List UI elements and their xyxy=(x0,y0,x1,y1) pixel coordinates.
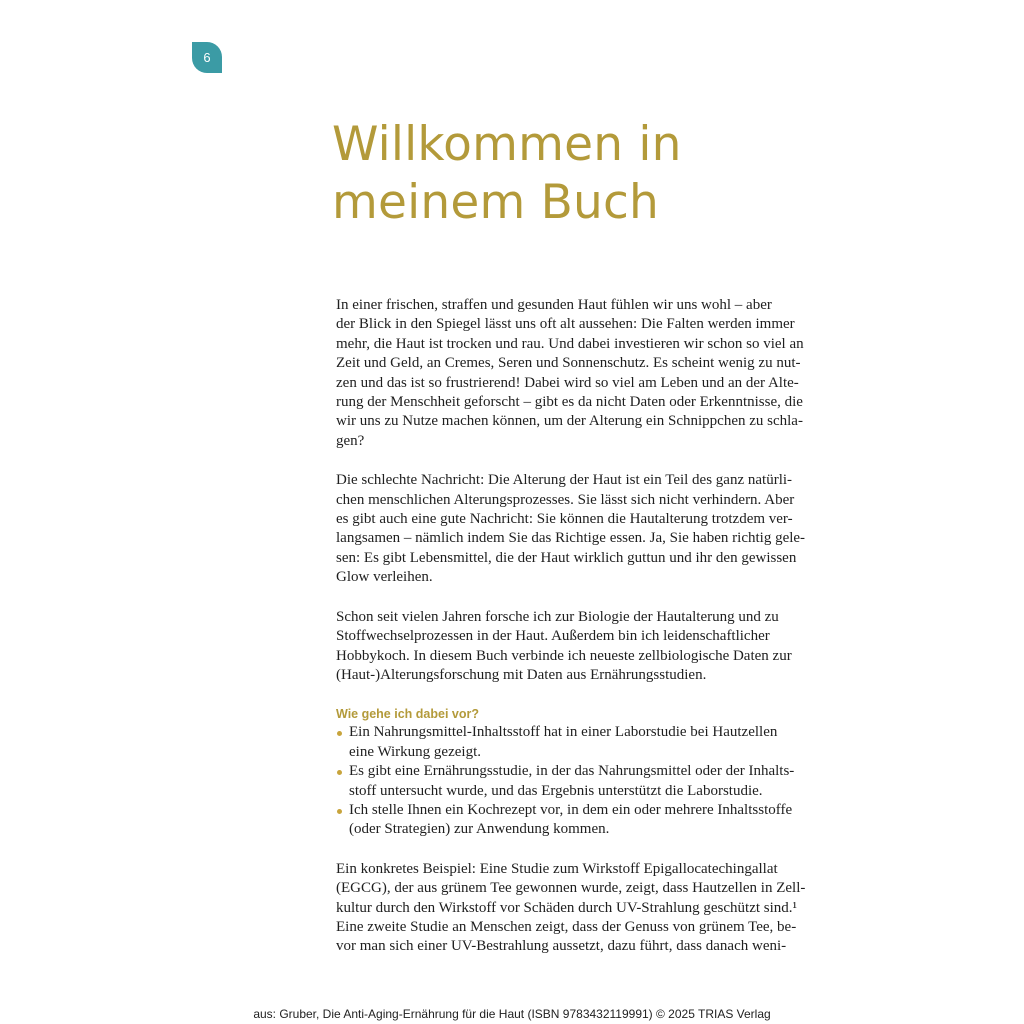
text-line: der Blick in den Spiegel lässt uns oft alt aussehen: Die Falten werden immer xyxy=(336,316,795,333)
title-line: Willkommen in xyxy=(332,117,682,172)
text-line: Ein konkretes Beispiel: Eine Studie zum Wirkstoff Epigallocatechingallat xyxy=(336,860,778,877)
paragraph xyxy=(336,296,816,451)
text-line: Schon seit vielen Jahren forsche ich zur Biologie der Hautalterung und zu xyxy=(336,608,779,625)
text-line: In einer frischen, straffen und gesunden Haut fühlen wir uns wohl – aber xyxy=(336,297,772,313)
text-line: wir uns zu Nutze machen können, um der Alterung ein Schnippchen zu schla- xyxy=(336,413,803,430)
title-line: meinem Buch xyxy=(332,175,660,230)
list-item xyxy=(336,723,816,762)
text-line: (oder Strategien) zur Anwendung kommen. xyxy=(349,821,610,838)
bullet-icon xyxy=(337,809,342,814)
text-line: Ich stelle Ihnen ein Kochrezept vor, in dem ein oder mehrere Inhaltsstoffe xyxy=(349,801,793,818)
text-line: stoff untersucht wurde, und das Ergebnis unterstützt die Laborstudie. xyxy=(349,782,763,799)
page-title xyxy=(332,116,682,232)
page-number-badge xyxy=(192,42,222,73)
text-line: sen: Es gibt Lebensmittel, die der Haut wirklich guttun und ihr den gewissen xyxy=(336,549,797,566)
text-line: zen und das ist so frustrierend! Dabei wird so viel am Leben und an der Alte- xyxy=(336,374,799,391)
paragraph xyxy=(336,860,816,957)
text-line: (EGCG), der aus grünem Tee gewonnen wurde, zeigt, dass Hautzellen in Zell- xyxy=(336,880,806,897)
section-subheading: Wie gehe ich dabei vor? xyxy=(336,707,479,722)
text-line: gen? xyxy=(336,432,365,449)
text-line: rung der Menschheit geforscht – gibt es da nicht Daten oder Erkenntnisse, die xyxy=(336,394,803,411)
bullet-icon xyxy=(337,731,342,736)
list-item xyxy=(336,762,816,801)
bullet-list xyxy=(336,723,816,839)
text-line: kultur durch den Wirkstoff vor Schäden durch UV-Strahlung geschützt sind.¹ xyxy=(336,899,798,916)
bullet-icon xyxy=(337,770,342,775)
paragraph xyxy=(336,471,816,587)
list-item xyxy=(336,801,816,840)
text-line: Die schlechte Nachricht: Die Alterung der Haut ist ein Teil des ganz natürli- xyxy=(336,472,793,489)
paragraph xyxy=(336,608,816,686)
text-line: chen menschlichen Alterungsprozesses. Sie lässt sich nicht verhindern. Aber xyxy=(336,491,795,508)
text-line: Es gibt eine Ernährungsstudie, in der das Nahrungsmittel oder der Inhalts- xyxy=(349,763,795,780)
text-line: mehr, die Haut ist trocken und rau. Und dabei investieren wir schon so viel an xyxy=(336,335,804,352)
source-footer: aus: Gruber, Die Anti-Aging-Ernährung für die Haut (ISBN 9783432119991) © 2025 TRIAS Verlag xyxy=(253,1007,771,1021)
text-line: Stoffwechselprozessen in der Haut. Außerdem bin ich leidenschaftlicher xyxy=(336,628,770,645)
text-line: Ein Nahrungsmittel-Inhaltsstoff hat in einer Laborstudie bei Hautzellen xyxy=(349,724,778,741)
text-line: Eine zweite Studie an Menschen zeigt, dass der Genuss von grünem Tee, be- xyxy=(336,918,797,935)
body-text xyxy=(336,296,816,977)
text-line: Glow verleihen. xyxy=(336,569,433,586)
text-line: langsamen – nämlich indem Sie das Richtige essen. Ja, Sie haben richtig gele- xyxy=(336,530,806,547)
text-line: vor man sich einer UV-Bestrahlung aussetzt, dazu führt, dass danach weni- xyxy=(336,938,787,955)
text-line: Zeit und Geld, an Cremes, Seren und Sonnenschutz. Es scheint wenig zu nut- xyxy=(336,355,801,372)
text-line: Hobbykoch. In diesem Buch verbinde ich neueste zellbiologische Daten zur xyxy=(336,647,792,664)
page-number: 6 xyxy=(203,50,211,65)
text-line: eine Wirkung gezeigt. xyxy=(349,743,481,760)
text-line: (Haut-)Alterungsforschung mit Daten aus Ernährungsstudien. xyxy=(336,666,707,683)
text-line: es gibt auch eine gute Nachricht: Sie können die Hautalterung trotzdem ver- xyxy=(336,511,793,528)
